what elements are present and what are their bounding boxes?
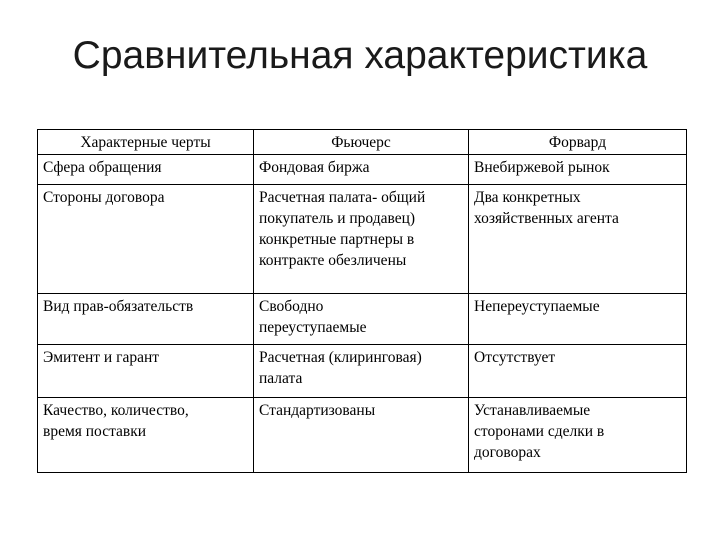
- table-cell: Эмитент и гарант: [38, 345, 254, 398]
- table-row: [38, 345, 687, 398]
- table-cell: Фондовая биржа: [254, 155, 469, 185]
- table-cell: Непереуступаемые: [469, 294, 687, 345]
- header-features: Характерные черты: [38, 130, 254, 155]
- table-cell: Внебиржевой рынок: [469, 155, 687, 185]
- header-forward: Форвард: [469, 130, 687, 155]
- table-cell: Стороны договора: [38, 185, 254, 294]
- table-row: [38, 398, 687, 473]
- table-row: [38, 185, 687, 294]
- table-row: [38, 155, 687, 185]
- table-cell: Вид прав-обязательств: [38, 294, 254, 345]
- table-row: [38, 294, 687, 345]
- table-cell: Свободно переуступаемые: [254, 294, 469, 345]
- table-cell: Устанавливаемые сторонами сделки в договорах: [469, 398, 687, 473]
- table-header-row: [38, 130, 687, 155]
- slide-title: Сравнительная характеристика: [72, 34, 648, 77]
- table-cell: Расчетная палата- общий покупатель и продавец) конкретные партнеры в контракте обезличены: [254, 185, 469, 294]
- table-cell: Качество, количество, время поставки: [38, 398, 254, 473]
- table-cell: Отсутствует: [469, 345, 687, 398]
- table-cell: Стандартизованы: [254, 398, 469, 473]
- comparison-table: [37, 129, 687, 473]
- table-cell: Расчетная (клиринговая) палата: [254, 345, 469, 398]
- table-cell: Сфера обращения: [38, 155, 254, 185]
- table-cell: Два конкретных хозяйственных агента: [469, 185, 687, 294]
- header-futures: Фьючерс: [254, 130, 469, 155]
